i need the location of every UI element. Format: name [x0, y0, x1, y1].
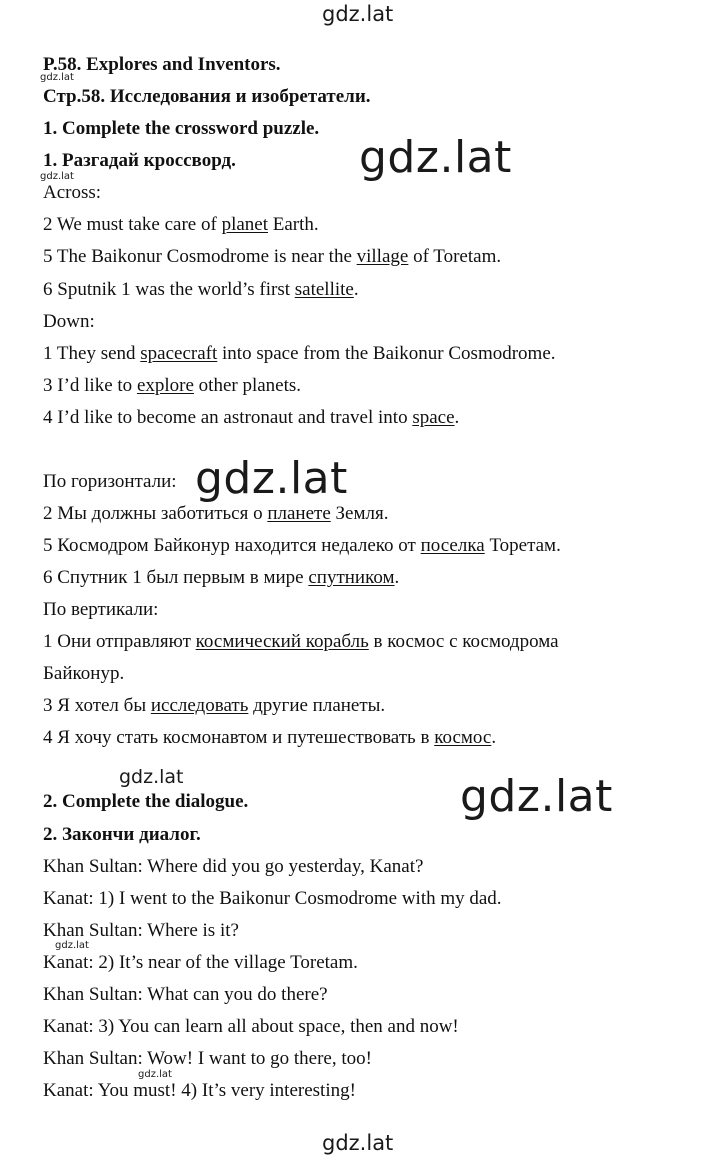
watermark-large: gdz.lat	[195, 453, 348, 504]
answer: village	[356, 246, 409, 267]
clue-line: 4 Я хочу стать космонавтом и путешествовать в космос.	[43, 727, 497, 748]
clue-line: 1 They send spacecraft into space from the Baikonur Cosmodrome.	[43, 343, 556, 364]
down-label-ru: По вертикали:	[43, 599, 159, 620]
down-label-en: Down:	[43, 311, 95, 332]
clue-line: 2 We must take care of planet Earth.	[43, 214, 319, 235]
clue-line: 5 The Baikonur Cosmodrome is near the village of Toretam.	[43, 246, 502, 267]
watermark-small: gdz.lat	[55, 940, 89, 951]
clue-line: 6 Sputnik 1 was the world’s first satellite.	[43, 279, 359, 300]
watermark-top: gdz.lat	[322, 2, 394, 26]
dialogue-line: Khan Sultan: Where did you go yesterday, Kanat?	[43, 856, 424, 877]
task1-heading-en: 1. Complete the crossword puzzle.	[43, 118, 320, 139]
answer: исследовать	[150, 695, 249, 716]
page-title-en: P.58. Explores and Inventors.	[43, 54, 281, 75]
watermark-large: gdz.lat	[359, 132, 512, 183]
watermark-bottom: gdz.lat	[322, 1131, 394, 1155]
clue-line: 2 Мы должны заботиться о планете Земля.	[43, 503, 389, 524]
clue-line: Байконур.	[43, 663, 125, 684]
clue-line: 6 Спутник 1 был первым в мире спутником.	[43, 567, 400, 588]
watermark-medium: gdz.lat	[119, 766, 184, 788]
answer: space	[412, 407, 455, 428]
task1-heading-ru: 1. Разгадай кроссворд.	[43, 150, 236, 171]
clue-line: 4 I’d like to become an astronaut and travel into space.	[43, 407, 460, 428]
dialogue-line: Kanat: 1) I went to the Baikonur Cosmodrome with my dad.	[43, 888, 502, 909]
answer: spacecraft	[140, 343, 218, 364]
clue-line: 3 I’d like to explore other planets.	[43, 375, 302, 396]
answer: explore	[136, 375, 194, 396]
answer: поселка	[420, 535, 485, 556]
page-title-ru: Стр.58. Исследования и изобретатели.	[43, 86, 371, 107]
dialogue-line: Khan Sultan: Where is it?	[43, 920, 239, 941]
answer: satellite	[294, 279, 354, 300]
dialogue-line: Kanat: 3) You can learn all about space, then and now!	[43, 1016, 459, 1037]
watermark-large: gdz.lat	[460, 771, 613, 822]
watermark-small: gdz.lat	[40, 171, 74, 182]
answer: спутником	[308, 567, 395, 588]
dialogue-line: Khan Sultan: What can you do there?	[43, 984, 328, 1005]
dialogue-line: Kanat: 2) It’s near of the village Toretam.	[43, 952, 358, 973]
watermark-small: gdz.lat	[40, 72, 74, 83]
dialogue-line: Khan Sultan: Wow! I want to go there, too!	[43, 1048, 372, 1069]
across-label-ru: По горизонтали:	[43, 471, 177, 492]
watermark-small: gdz.lat	[138, 1069, 172, 1080]
clue-line: 1 Они отправляют космический корабль в космос с космодрома	[43, 631, 559, 652]
clue-line: 5 Космодром Байконур находится недалеко от поселка Торетам.	[43, 535, 561, 556]
answer: планете	[267, 503, 331, 524]
task2-heading-en: 2. Complete the dialogue.	[43, 791, 249, 812]
answer: planet	[221, 214, 268, 235]
answer: космос	[434, 727, 492, 748]
dialogue-line: Kanat: You must! 4) It’s very interesting!	[43, 1080, 356, 1101]
task2-heading-ru: 2. Закончи диалог.	[43, 824, 201, 845]
across-label-en: Across:	[43, 182, 102, 203]
clue-line: 3 Я хотел бы исследовать другие планеты.	[43, 695, 386, 716]
answer: космический корабль	[195, 631, 369, 652]
